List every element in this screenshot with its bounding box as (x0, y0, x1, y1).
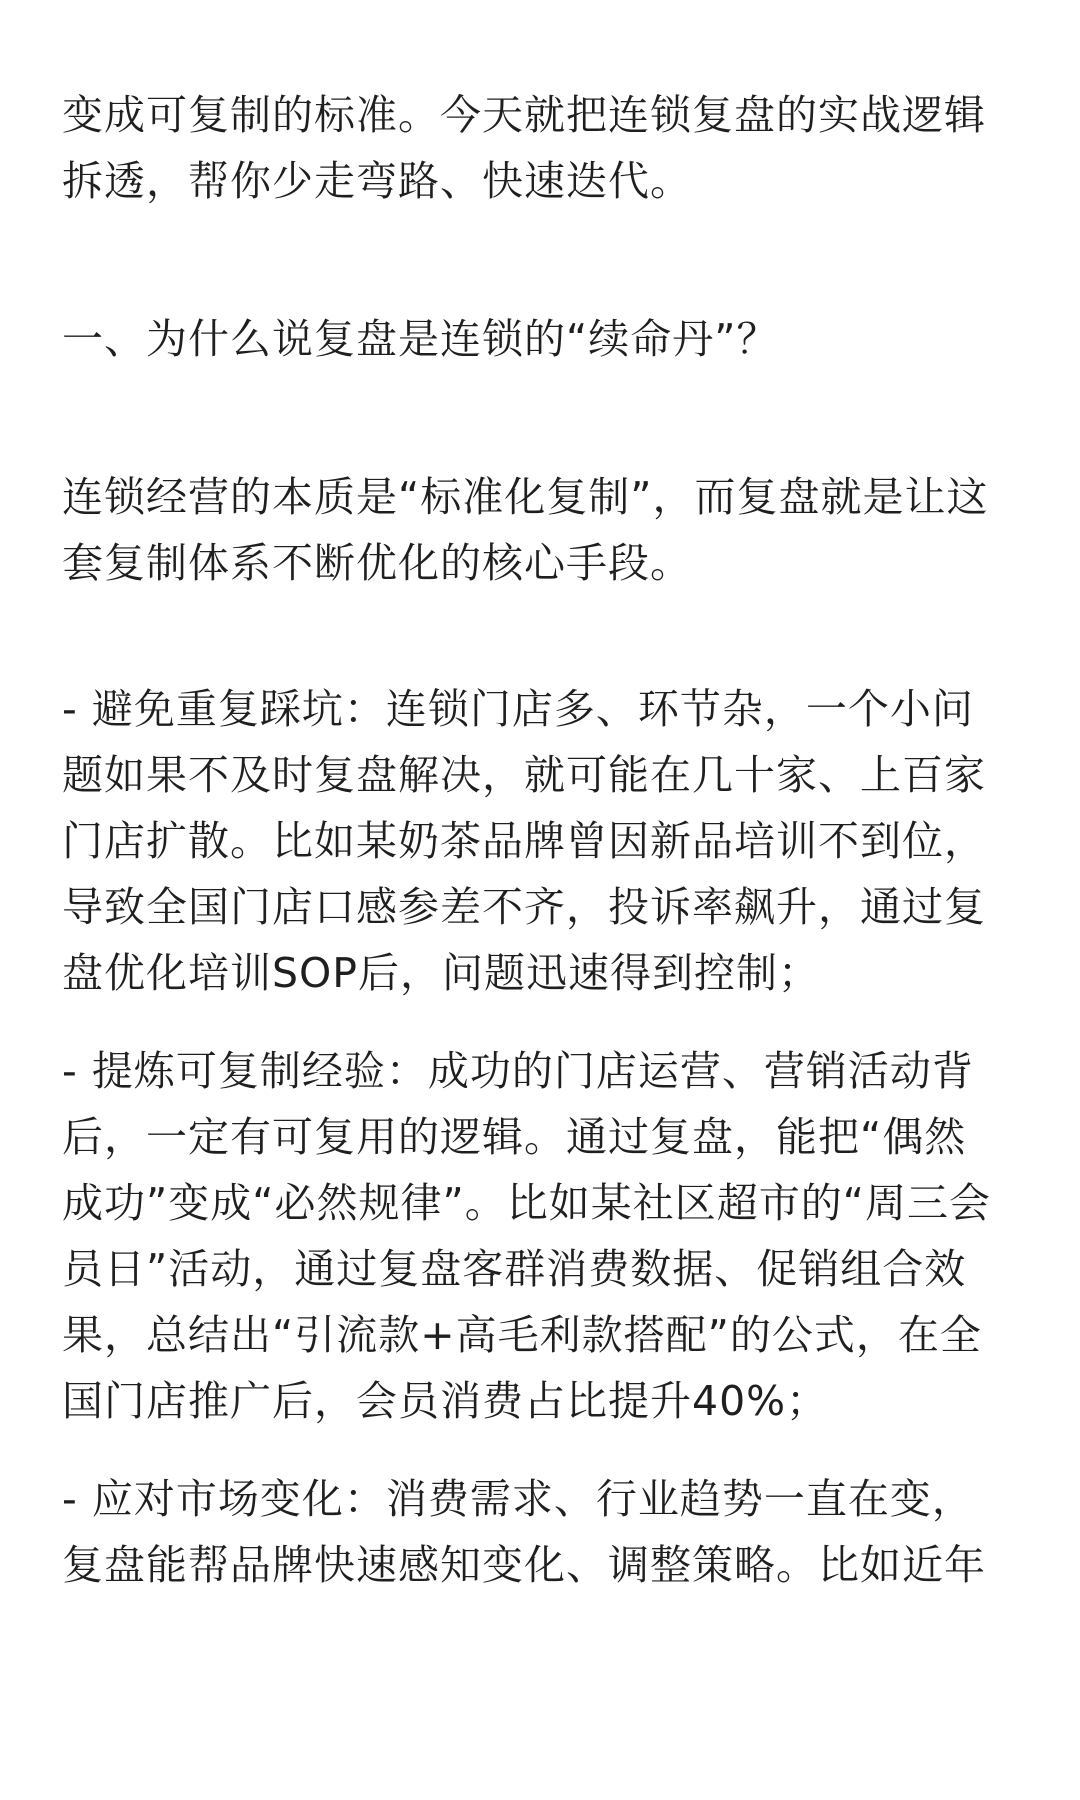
text-line: 果，总结出“引流款+高毛利款搭配”的公式，在全 (62, 1311, 982, 1359)
heading-line: 一、为什么说复盘是连锁的“续命丹”？ (62, 315, 779, 363)
paragraph-spacer (62, 596, 1022, 676)
text-line: 员日”活动，通过复盘客群消费数据、促销组合效 (62, 1245, 967, 1293)
text-line: - 提炼可复制经验：成功的门店运营、营销活动背 (62, 1047, 974, 1095)
text-line: 国门店推广后，会员消费占比提升40%； (62, 1377, 829, 1425)
section-heading (62, 306, 1022, 372)
text-line: 复盘能帮品牌快速感知变化、调整策略。比如近年 (62, 1541, 986, 1589)
text-line: 连锁经营的本质是“标准化复制”，而复盘就是让这 (62, 473, 989, 521)
text-line: 门店扩散。比如某奶茶品牌曾因新品培训不到位， (62, 817, 986, 865)
text-line: 成功”变成“必然规律”。比如某社区超市的“周三会 (62, 1179, 991, 1227)
text-line: - 应对市场变化：消费需求、行业趋势一直在变， (62, 1475, 974, 1523)
text-line: 后，一定有可复用的逻辑。通过复盘，能把“偶然 (62, 1113, 967, 1161)
paragraph-spacer (62, 1006, 1022, 1038)
section-intro-paragraph (62, 464, 1022, 596)
paragraph-spacer (62, 214, 1022, 306)
text-line: 盘优化培训SOP后，问题迅速得到控制； (62, 949, 821, 997)
text-line: 题如果不及时复盘解决，就可能在几十家、上百家 (62, 751, 986, 799)
paragraph-spacer (62, 1434, 1022, 1466)
intro-paragraph (62, 82, 1022, 214)
bullet-paragraph-market-change (62, 1466, 1022, 1598)
bullet-paragraph-extract-experience (62, 1038, 1022, 1434)
text-line: 拆透，帮你少走弯路、快速迭代。 (62, 157, 692, 205)
article-body (62, 82, 1022, 1598)
text-line: - 避免重复踩坑：连锁门店多、环节杂，一个小问 (62, 685, 974, 733)
text-line: 变成可复制的标准。今天就把连锁复盘的实战逻辑 (62, 91, 986, 139)
text-line: 套复制体系不断优化的核心手段。 (62, 539, 692, 587)
paragraph-spacer (62, 372, 1022, 464)
bullet-paragraph-avoid-pitfalls (62, 676, 1022, 1006)
text-line: 导致全国门店口感参差不齐，投诉率飙升，通过复 (62, 883, 986, 931)
